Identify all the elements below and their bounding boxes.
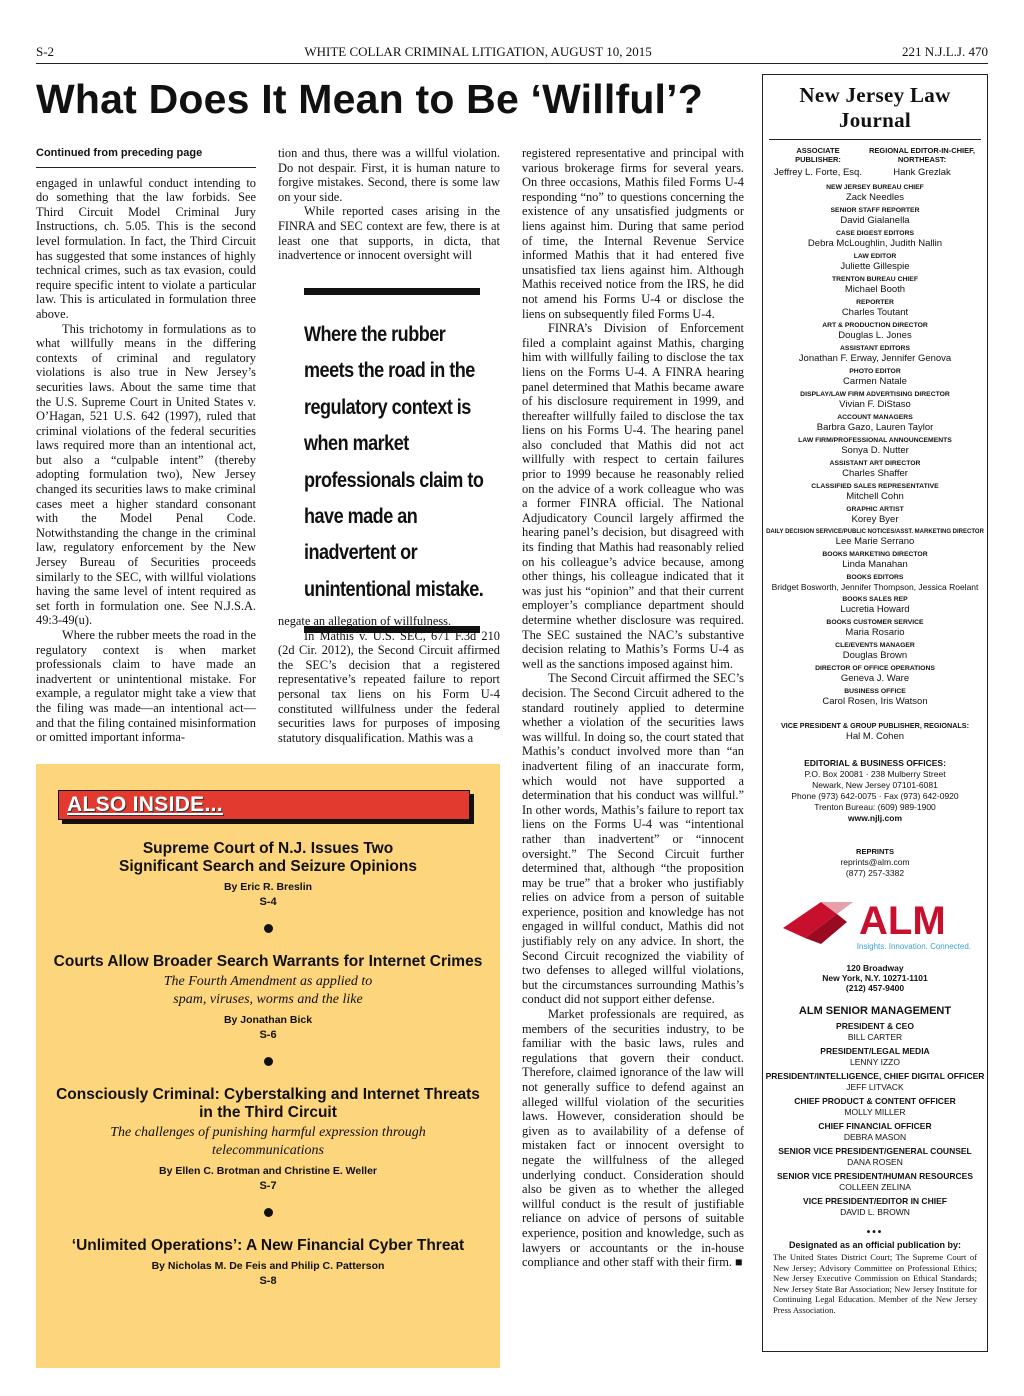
vp-role: VICE PRESIDENT & GROUP PUBLISHER, REGIONALS:: [781, 721, 969, 730]
paragraph: FINRA’s Division of Enforcement filed a complaint against Mathis, charging him with willfully failing to disclose the tax liens on the Forms U-4. A FINRA hearing panel determined that Mathis became aware of his disclosure requirement in 1999, and thereafter willfully failed to disclose the tax liens on his Forms U-4. The hearing panel also concluded that Mathis did not act willfully with respect to certain failures prior to 1999 because he reasonably relied on the advice of a work colleague who was a former FINRA official. The National Adjudicatory Council largely affirmed the hearing panel’s decision, but disagreed with its finding that Mathis had reasonably relied on his colleague’s advice because, among other things, his colleague indicated that it was just his “opinion” and that their current employer’s compliance department should determine whether disclosure was required. The SEC sustained the NAC’s substantive decision relating to Mathis’s Forms U-4 as well as the sanctions imposed against him.: [522, 321, 744, 671]
staff-role: ASSISTANT ART DIRECTOR: [829, 460, 921, 467]
inside-item-byline: By Jonathan Bick: [223, 1014, 313, 1026]
pull-quote-text: Where the rubber meets the road in the regulatory context is when market professionals claim to have made an inadvertent or unintentional mistake.: [304, 323, 484, 601]
staff-role: BOOKS EDITORS: [846, 574, 904, 581]
staff-role: CLASSIFIED SALES REPRESENTATIVE: [811, 483, 939, 490]
mgmt-name: DANA ROSEN: [847, 1157, 903, 1167]
staff-role: ART & PRODUCTION DIRECTOR: [822, 322, 928, 329]
paragraph: This trichotomy in formulations as to what willfully means in the differing contexts of criminal and regulatory violations is also true in New Jersey’s securities laws. About the same time that the U.S. Supreme Court in United States v. O’Hagan, 521 U.S. 642 (1997), ruled that criminal violations of the federal securities laws required more than an intentional act, but also a “culpable intent” (thereby adopting formulation two), New Jersey changed its securities laws to make criminal cases meet a higher standard consonant with the Model Penal Code. Notwithstanding the change in the criminal law, regulatory enforcement by the New Jersey Bureau of Securities proceeds similarly to the SEC, with willful violations having the same level of intent required as set forth in formulation one. See N.J.S.A. 49:3-49(u).: [36, 321, 256, 628]
also-inside-banner: [58, 790, 470, 820]
staff-role: SENIOR STAFF REPORTER: [830, 207, 920, 214]
staff-name: Douglas L. Jones: [838, 330, 912, 341]
alm-logo: [775, 892, 975, 946]
inside-item-byline: By Ellen C. Brotman and Christine E. Weller: [158, 1165, 378, 1177]
staff-role: BOOKS CUSTOMER SERVICE: [826, 619, 924, 626]
staff-role: CLE/EVENTS MANAGER: [835, 642, 915, 649]
article-column-2-bottom: [278, 614, 500, 745]
staff-name: Charles Shaffer: [842, 468, 908, 479]
mgmt-name: DAVID L. BROWN: [840, 1207, 910, 1217]
vp-name: Hal M. Cohen: [845, 731, 905, 742]
article-headline: What Does It Mean to Be ‘Willful’?: [36, 76, 703, 122]
staff-name: Juliette Gillespie: [840, 261, 910, 272]
reprints-heading: REPRINTS: [856, 847, 894, 856]
alm-address-line: 120 Broadway: [846, 963, 904, 973]
bullet-icon: [264, 1208, 273, 1217]
mgmt-role: PRESIDENT/INTELLIGENCE, CHIEF DIGITAL OFFICER: [765, 1071, 985, 1081]
inside-item[interactable]: [36, 953, 500, 1041]
staff-role: ASSISTANT EDITORS: [840, 345, 910, 352]
staff-name: Bridget Bosworth, Jennifer Thompson, Jessica Roelant: [771, 582, 979, 592]
bullet-icon: [264, 924, 273, 933]
inside-item-title: Courts Allow Broader Search Warrants for Internet Crimes: [53, 953, 483, 970]
staff-role: CASE DIGEST EDITORS: [835, 230, 915, 237]
mgmt-role: PRESIDENT & CEO: [836, 1021, 914, 1031]
staff-name: Mitchell Cohn: [846, 491, 904, 502]
inside-item-page: S-8: [259, 1275, 277, 1287]
alm-address-line: New York, N.Y. 10271-1101: [822, 973, 928, 983]
paragraph: While reported cases arising in the FINRA and SEC context are few, there is at least one that supports, in dicta, that inadvertence or innocent oversight will: [278, 204, 500, 263]
masthead: [762, 74, 988, 1352]
masthead-role: REGIONAL EDITOR-IN-CHIEF, NORTHEAST:: [869, 146, 975, 164]
inside-item-byline: By Nicholas M. De Feis and Philip C. Patterson: [151, 1260, 385, 1272]
staff-role: BOOKS MARKETING DIRECTOR: [822, 551, 928, 558]
also-inside-label: ALSO INSIDE...: [67, 793, 223, 816]
inside-item-subtitle: The challenges of punishing harmful expression through telecommunications: [110, 1125, 426, 1158]
mgmt-role: SENIOR VICE PRESIDENT/GENERAL COUNSEL: [778, 1146, 972, 1156]
alm-tagline: Insights. Innovation. Connected.: [856, 942, 971, 951]
mgmt-name: DEBRA MASON: [843, 1132, 907, 1142]
staff-role: ACCOUNT MANAGERS: [837, 414, 913, 421]
masthead-name: Hank Grezlak: [893, 167, 951, 178]
staff-list: [763, 184, 987, 707]
staff-role: NEW JERSEY BUREAU CHIEF: [826, 184, 924, 191]
masthead-title: New Jersey Law Journal: [769, 75, 981, 140]
pull-quote: [304, 288, 484, 633]
staff-name: Vivian F. DiStaso: [839, 399, 911, 410]
article-column-1: [36, 146, 256, 745]
article-column-2-top: [278, 146, 500, 263]
alm-address-line: (212) 457-9400: [845, 983, 905, 993]
inside-item[interactable]: [36, 1237, 500, 1287]
associate-publisher: [773, 146, 863, 178]
offices-line: Newark, New Jersey 07101-6081: [812, 780, 938, 790]
inside-item-subtitle: The Fourth Amendment as applied to spam, viruses, worms and the like: [163, 974, 373, 1007]
mgmt-list: [763, 1021, 987, 1217]
offices-heading: EDITORIAL & BUSINESS OFFICES:: [804, 758, 946, 768]
staff-role: PHOTO EDITOR: [849, 368, 901, 375]
offices-line: Trenton Bureau: (609) 989-1900: [814, 802, 936, 812]
dots-divider: •••: [866, 1227, 884, 1238]
staff-name: Debra McLoughlin, Judith Nallin: [807, 238, 943, 249]
mgmt-name: LENNY IZZO: [850, 1057, 900, 1067]
paragraph: tion and thus, there was a willful violation. Do not despair. First, it is human nature to forgive mistakes. Second, there is some law on your side.: [278, 146, 500, 204]
staff-name: Zack Needles: [845, 192, 905, 203]
pull-quote-rule-top: [304, 288, 480, 295]
paragraph: engaged in unlawful conduct intending to do something that the law forbids. See Third Circuit Model Criminal Jury Instructions, ch. 5.05. This is the second level formulation. In fact, the Third Circuit has suggested that some instances of highly technical crimes, such as tax evasion, could require specific intent to violate a particular law. This is articulated in formulation three above.: [36, 175, 256, 321]
staff-name: Carol Rosen, Iris Watson: [822, 696, 928, 707]
masthead-role: ASSOCIATE PUBLISHER:: [795, 146, 841, 164]
staff-role: TRENTON BUREAU CHIEF: [832, 276, 918, 283]
staff-role: DAILY DECISION SERVICE/PUBLIC NOTICES/ASST. MARKETING DIRECTOR: [766, 529, 984, 535]
paragraph: registered representative and principal with various brokerage firms for several years. On three occasions, Mathis filed Forms U-4 responding “no” to questions concerning the existence of any unsatisfied judgments or liens against him. During that same period of time, the Internal Revenue Service informed Mathis that it had entered five unsatisfied tax liens against him. Although Mathis received notice from the IRS, he did not amend his Forms U-4 or disclose the liens on subsequently filed Forms U-4.: [522, 146, 744, 321]
staff-name: David Gialanella: [840, 215, 910, 226]
mgmt-role: CHIEF PRODUCT & CONTENT OFFICER: [794, 1096, 956, 1106]
masthead-name: Jeffrey L. Forte, Esq.: [773, 167, 862, 178]
paragraph: The Second Circuit affirmed the SEC’s decision. The Second Circuit adhered to the standard routinely applied to determine whether a violation of the securities laws was willful. In doing so, the court stated that Mathis’s conduct involved more than “an inadvertent filing of an inaccurate form, which would not have supported a determination that his conduct was willful.” In other words, Mathis’s failure to report tax liens on the Forms U-4 was “intentional rather than inadvertent” or “innocent oversight.” The Second Circuit further determined that, although “the proposition may be true” that a broker who justifiably relies on advice from a person of suitable experience, position and knowledge has not engaged in willful conduct, Mathis did not justifiably rely on any advice. In short, the Second Circuit recognized the viability of two defenses to alleged willful violations, but the circumstances surrounding Mathis’s conduct did not support either defense.: [522, 671, 744, 1007]
website-link[interactable]: www.njlj.com: [848, 813, 902, 823]
staff-role: BUSINESS OFFICE: [844, 688, 906, 695]
inside-item-page: S-7: [259, 1180, 277, 1192]
mgmt-role: PRESIDENT/LEGAL MEDIA: [820, 1046, 930, 1056]
paragraph: Where the rubber meets the road in the regulatory context is when market professionals claim to have made an inadvertent or unintentional mistake. For example, a regulator might take a view that the filing was made—an intentional act—and that the filing contained misinformation or omitted important informa-: [36, 628, 256, 745]
mgmt-name: BILL CARTER: [847, 1032, 903, 1042]
alm-address: [763, 963, 987, 993]
alm-logo-icon: [775, 892, 975, 946]
staff-name: Carmen Natale: [843, 376, 907, 387]
staff-name: Charles Toutant: [841, 307, 909, 318]
also-inside-box: [36, 764, 500, 1368]
bullet-icon: [264, 1057, 273, 1066]
staff-role: LAW FIRM/PROFESSIONAL ANNOUNCEMENTS: [798, 437, 952, 444]
staff-name: Sonya D. Nutter: [841, 445, 909, 456]
inside-item-title: Consciously Criminal: Cyberstalking and Internet Threats in the Third Circuit: [56, 1086, 480, 1121]
reprints-email[interactable]: reprints@alm.com: [840, 857, 910, 867]
running-head: [36, 44, 988, 64]
staff-role: GRAPHIC ARTIST: [846, 506, 904, 513]
masthead-top-roles: [763, 140, 987, 178]
also-inside-list: [36, 840, 500, 1295]
staff-role: BOOKS SALES REP: [842, 596, 908, 603]
mgmt-role: CHIEF FINANCIAL OFFICER: [818, 1121, 932, 1131]
offices-line: Phone (973) 642-0075 · Fax (973) 642-0920: [791, 791, 959, 801]
inside-item-title: ‘Unlimited Operations’: A New Financial Cyber Threat: [71, 1237, 465, 1254]
mgmt-name: MOLLY MILLER: [844, 1107, 906, 1117]
inside-item-page: S-4: [259, 896, 277, 908]
inside-item[interactable]: [36, 840, 500, 908]
staff-name: Geneva J. Ware: [840, 673, 910, 684]
staff-name: Michael Booth: [844, 284, 906, 295]
inside-item-byline: By Eric R. Breslin: [223, 881, 313, 893]
staff-name: Lucretia Howard: [840, 604, 910, 615]
designated-body: The United States District Court; The Supreme Court of New Jersey; Advisory Committee on Professional Ethics; New Jersey Executive Commission on Ethical Standards; New Jersey State Bar Association; New Jersey Institute for Continuing Legal Education. Member of the New Jersey Press Association.: [773, 1252, 977, 1315]
staff-name: Maria Rosario: [845, 627, 905, 638]
staff-role: DIRECTOR OF OFFICE OPERATIONS: [815, 665, 935, 672]
staff-name: Jonathan F. Erway, Jennifer Genova: [798, 353, 952, 364]
staff-name: Barbra Gazo, Lauren Taylor: [816, 422, 934, 433]
paragraph: Market professionals are required, as members of the securities industry, to be familiar with the basic laws, rules and regulations that govern their conduct. Therefore, claimed ignorance of the law will not generally suffice to defend against an alleged willful violation of the securities laws. However, consideration should be given as to availability of a defense of mistaken fact or innocent oversight to negate the willfulness of the alleged underlying conduct. Consideration should also be given as to whether the alleged willful conduct is the result of justifiable reliance on advice of persons of suitable experience, position and knowledge, such as lawyers or accountants or the in-house compliance and other staff with their firm. ■: [522, 1007, 744, 1270]
designated-heading: Designated as an official publication by:: [788, 1240, 962, 1250]
inside-item-page: S-6: [259, 1029, 277, 1041]
paragraph: negate an allegation of willfulness.: [278, 614, 452, 628]
mgmt-title: ALM SENIOR MANAGEMENT: [798, 1005, 952, 1017]
mgmt-name: JEFF LITVACK: [846, 1082, 904, 1092]
inside-item[interactable]: [36, 1086, 500, 1192]
offices-line: P.O. Box 20081 · 238 Mulberry Street: [804, 769, 946, 779]
staff-name: Korey Byer: [851, 514, 899, 525]
staff-role: DISPLAY/LAW FIRM ADVERTISING DIRECTOR: [800, 391, 950, 398]
continued-label: Continued from preceding page: [36, 146, 256, 168]
staff-name: Douglas Brown: [842, 650, 908, 661]
article-column-3: [522, 146, 744, 1270]
publication-line: WHITE COLLAR CRIMINAL LITIGATION, AUGUST 10, 2015: [304, 44, 652, 59]
mgmt-role: VICE PRESIDENT/EDITOR IN CHIEF: [803, 1196, 947, 1206]
staff-name: Lee Marie Serrano: [835, 536, 915, 547]
citation: 221 N.J.L.J. 470: [902, 44, 988, 59]
mgmt-role: SENIOR VICE PRESIDENT/HUMAN RESOURCES: [777, 1171, 973, 1181]
mgmt-name: COLLEEN ZELINA: [839, 1182, 911, 1192]
alm-wordmark: ALM: [859, 899, 946, 943]
paragraph: In Mathis v. U.S. SEC, 671 F.3d 210 (2d Cir. 2012), the Second Circuit affirmed the SEC’s decision that a registered representative’s repeated failure to report personal tax liens on his Form U-4 constituted willfulness under the federal securities laws for purposes of imposing statutory disqualification. Mathis was a: [278, 628, 500, 745]
reprints-phone: (877) 257-3382: [845, 868, 905, 878]
inside-item-title: Supreme Court of N.J. Issues Two Significant Search and Seizure Opinions: [118, 840, 417, 875]
staff-name: Linda Manahan: [842, 559, 908, 570]
section-number: S-2: [36, 44, 55, 59]
staff-role: REPORTER: [856, 299, 894, 306]
staff-role: LAW EDITOR: [853, 253, 897, 260]
regional-editor: [867, 146, 977, 178]
